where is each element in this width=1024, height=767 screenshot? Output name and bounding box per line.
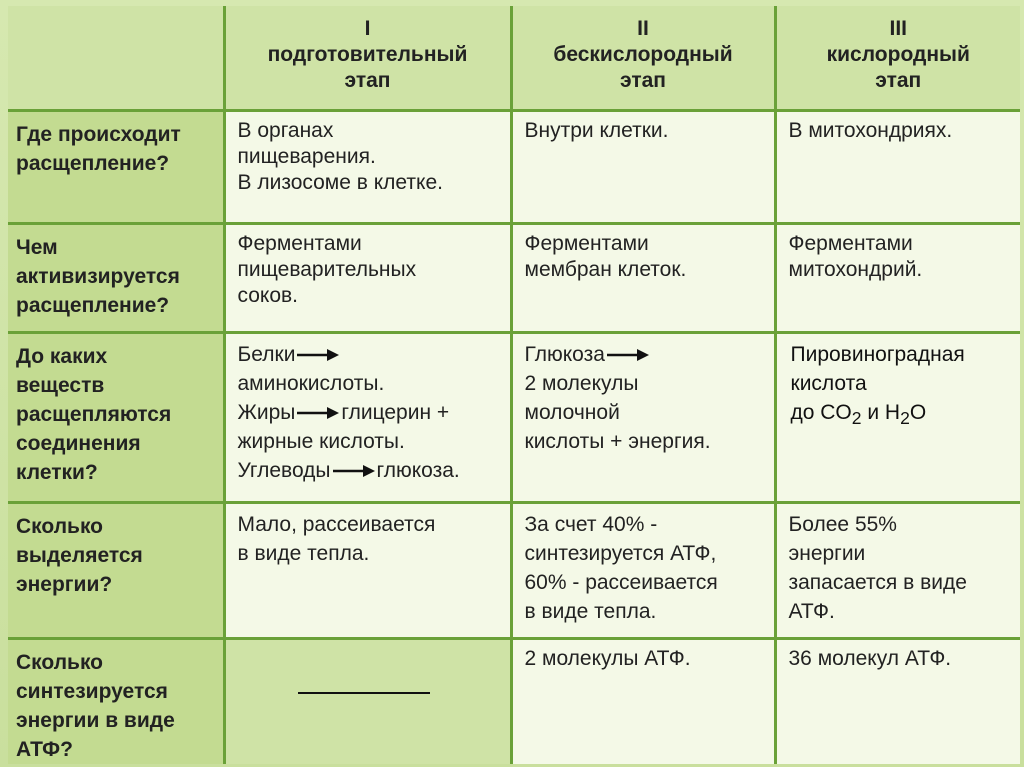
arrow-right-icon [607,348,649,362]
arrow-right-icon [297,348,339,362]
cell-stage-2: 2 молекулы АТФ. [511,638,775,764]
table-row [8,638,1020,764]
cell-stage-1: Белки аминокислоты. Жиры глицерин + жирные кислоты. Углеводы глюкоза. [224,332,511,502]
cell-stage-3: Ферментами митохондрий. [775,223,1020,332]
header-stage-3-name: кислородный [826,43,970,66]
header-row [8,6,1020,110]
row-question: Сколько выделяется энергии? [8,502,224,638]
cell-stage-3: В митохондриях. [775,110,1020,223]
row-question: Чем активизируется расщепление? [8,223,224,332]
header-stage-2-number: II [637,17,649,40]
cell-stage-1: Ферментами пищеварительных соков. [224,223,511,332]
cell-stage-1: В органах пищеварения. В лизосоме в клетке. [224,110,511,223]
cell-stage-3: Более 55% энергии запасается в виде АТФ. [775,502,1020,638]
table-row [8,332,1020,502]
header-stage-1-name: подготовительный [267,43,468,66]
cell-stage-2: Ферментами мембран клеток. [511,223,775,332]
header-stage-3 [775,6,1020,110]
table-row [8,502,1020,638]
header-stage-3-number: III [889,17,907,40]
cell-stage-3: Пировиноградная кислота до $CO_2$ и $H_2O$ [775,332,1020,502]
header-stage-2-name: бескислородный [553,43,733,66]
cell-stage-2: Внутри клетки. [511,110,775,223]
header-stage-2 [511,6,775,110]
header-stage-2-word: этап [620,69,666,92]
row-question: Сколько синтезируется энергии в виде АТФ? [8,638,224,764]
empty-dash [298,692,430,694]
cell-stage-2: За счет 40% - синтезируется АТФ, 60% - рассеивается в виде тепла. [511,502,775,638]
comparison-table [8,6,1020,764]
table-row [8,110,1020,223]
header-stage-1-word: этап [344,69,391,92]
table-row [8,223,1020,332]
arrow-right-icon [333,464,375,478]
header-stage-1 [224,6,511,110]
cell-stage-3: 36 молекул АТФ. [775,638,1020,764]
corner-cell [8,6,224,110]
row-question: До каких веществ расщепляются соединения клетки? [8,332,224,502]
header-stage-1-number: I [364,17,371,40]
arrow-right-icon [297,406,339,420]
header-stage-3-word: этап [875,69,922,92]
cell-stage-2: Глюкоза 2 молекулы молочной кислоты + энергия. [511,332,775,502]
row-question: Где происходит расщепление? [8,110,224,223]
cell-stage-1: Мало, рассеивается в виде тепла. [224,502,511,638]
cell-stage-1 [224,638,511,764]
